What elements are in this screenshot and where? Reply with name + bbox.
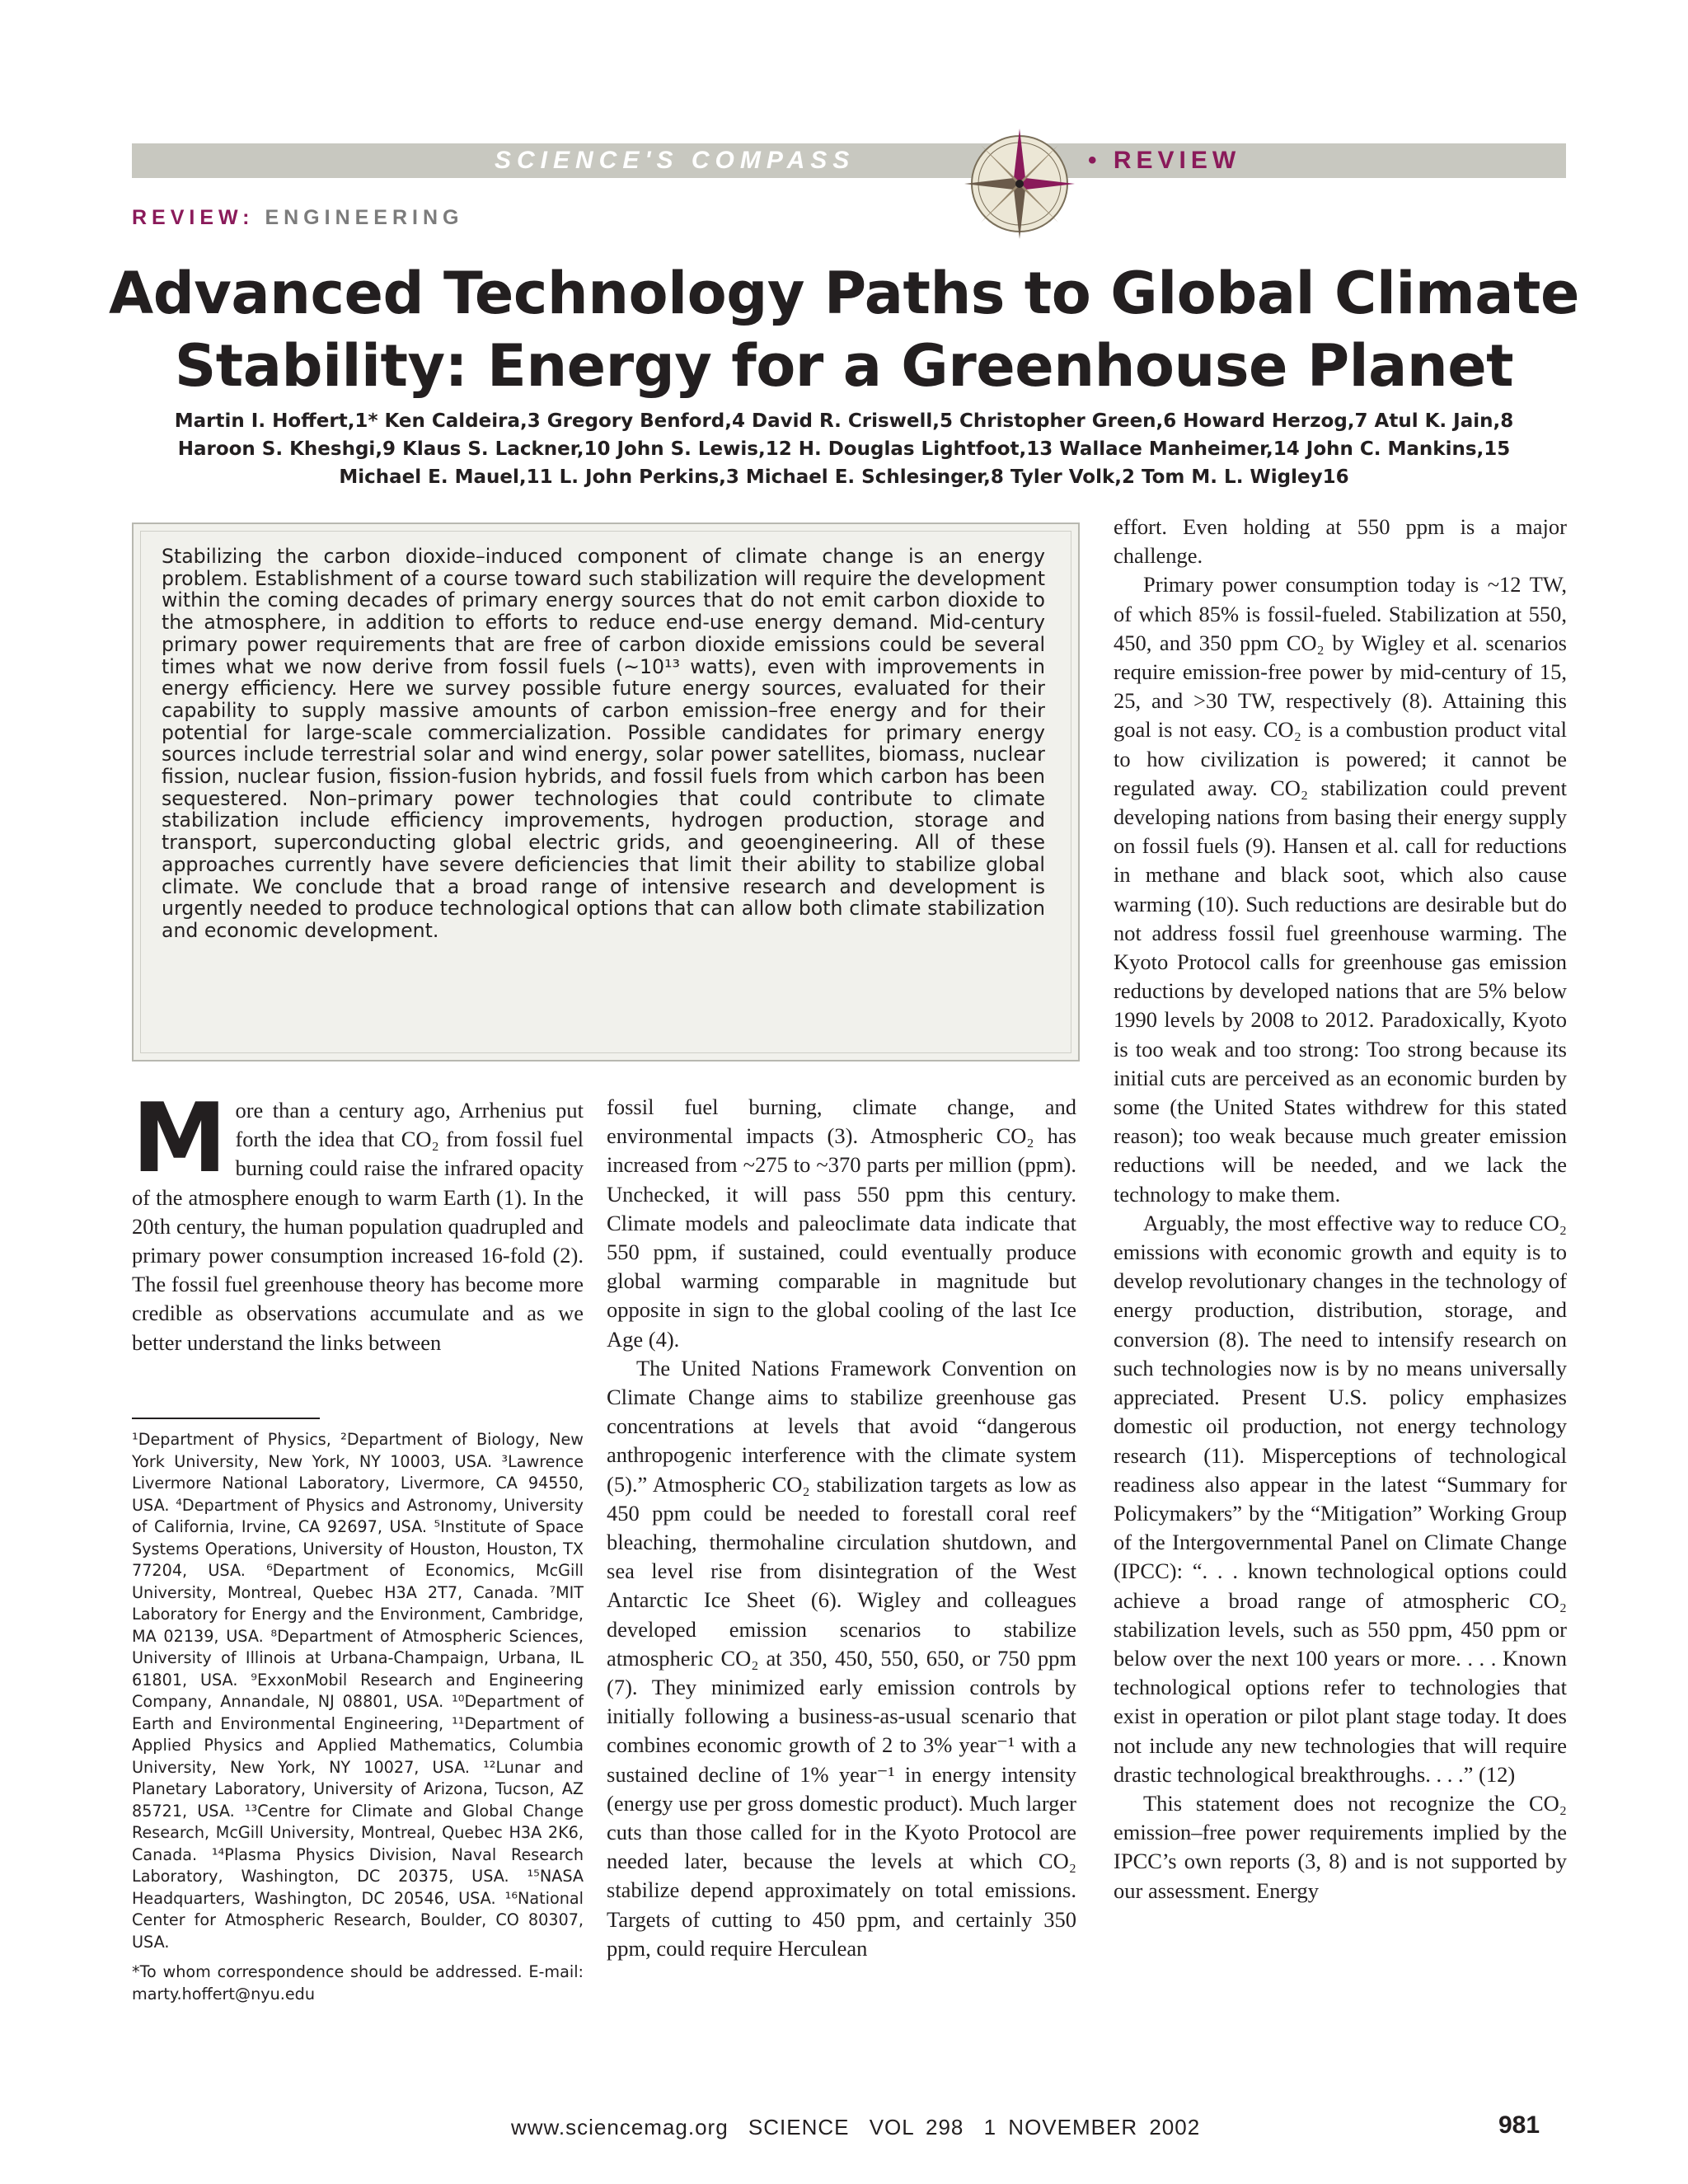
footnote-rule [132, 1418, 320, 1419]
abstract-text: Stabilizing the carbon dioxide–induced component of climate change is an energy problem. Establishment of a course toward such stabilization will require the development within the coming decades of primary energy sources that do not emit carbon dioxide to the atmosphere, in addition to efforts to reduce end-use energy demand. Mid-century primary power requirements that are free of carbon dioxide emissions could be several times what we now derive from fossil fuels (~10¹³ watts), even with improvements in energy efficiency. Here we survey possible future energy sources, evaluated for their capability to supply massive amounts of carbon emission–free energy and for their potential for large-scale commercialization. Possible candidates for primary energy sources include terrestrial solar and wind energy, solar power satellites, biomass, nuclear fission, nuclear fusion, fission-fusion hybrids, and fossil fuels from which carbon has been sequestered. Non–primary power technologies that could contribute to climate stabilization include efficiency improvements, hydrogen production, storage and transport, superconducting global electric grids, and geoengineering. All of these approaches currently have severe deficiencies that limit their ability to stabilize global climate. We conclude that a broad range of intensive research and development is urgently needed to produce technological options that can allow both climate stabilization and economic development. [162, 545, 1045, 942]
col3-paragraph-1: effort. Even holding at 550 ppm is a major challenge. [1114, 514, 1567, 569]
compass-rose-icon [958, 122, 1081, 246]
band-title: SCIENCE'S COMPASS [495, 147, 856, 174]
article-title [82, 257, 1606, 402]
footer-url[interactable]: www.sciencemag.org [511, 2115, 729, 2139]
abstract-box [132, 523, 1080, 1062]
col3-paragraph-3: Arguably, the most effective way to reduce CO₂ emissions with economic growth and equity is to develop revolutionary changes in the technology of energy production, distribution, storage, and conversion (8). The need to intensify research on such technologies now is by no means universally appreciated. Present U.S. policy emphasizes domestic oil production, not energy technology research (11). Misperceptions of technological readiness also appear in the latest “Summary for Policymakers” by the “Mitigation” Working Group of the Intergovernmental Panel on Climate Change (IPCC): “. . . known technological options could achieve a broad range of atmospheric CO₂ stabilization levels, such as 550 ppm, 450 ppm or below over the next 100 years or more. . . . Known technological options refer to technologies that exist in operation or pilot plant stage today. It does not include any new technologies that will require drastic technological breakthroughs. . . .” (12) [1114, 1210, 1567, 1787]
page-footer [511, 2115, 1208, 2140]
footer-volume: VOL 298 [869, 2115, 964, 2139]
section-kicker: REVIEW: [132, 206, 255, 229]
body-column-3 [1114, 513, 1567, 1905]
footer-journal: SCIENCE [748, 2115, 850, 2139]
body-column-1 [132, 1083, 584, 1357]
col1-paragraph-1: ore than a century ago, Arrhenius put forth the idea that CO₂ from fossil fuel burning could raise the infrared opacity of the atmosphere enough to warm Earth (1). In the 20th century, the human population quadrupled and primary power consumption increased 16-fold (2). The fossil fuel greenhouse theory has become more credible as observations accumulate and as we better understand the links between [132, 1098, 584, 1355]
authors-line-3: Michael E. Mauel,11 L. John Perkins,3 Michael E. Schlesinger,8 Tyler Volk,2 Tom M. L. Wigley16 [339, 466, 1349, 488]
affiliations: ¹Department of Physics, ²Department of Biology, New York University, New York, NY 10003, USA. ³Lawrence Livermore National Laboratory, Livermore, CA 94550, USA. ⁴Department of Physics and Astronomy, University of California, Irvine, CA 92697, USA. ⁵Institute of Space Systems Operations, University of Houston, Houston, TX 77204, USA. ⁶Department of Economics, McGill University, Montreal, Quebec H3A 2T7, Canada. ⁷MIT Laboratory for Energy and the Environment, Cambridge, MA 02139, USA. ⁸Department of Atmospheric Sciences, University of Illinois at Urbana-Champaign, Urbana, IL 61801, USA. ⁹ExxonMobil Research and Engineering Company, Annandale, NJ 08801, USA. ¹⁰Department of Earth and Environmental Engineering, ¹¹Department of Applied Physics and Applied Mathematics, Columbia University, New York, NY 10027, USA. ¹²Lunar and Planetary Laboratory, University of Arizona, Tucson, AZ 85721, USA. ¹³Centre for Climate and Global Change Research, McGill University, Montreal, Quebec H3A 2K6, Canada. ¹⁴Plasma Physics Division, Naval Research Laboratory, Washington, DC 20375, USA. ¹⁵NASA Headquarters, Washington, DC 20546, USA. ¹⁶National Center for Atmospheric Research, Boulder, CO 80307, USA. [132, 1430, 584, 1952]
col2-paragraph-2: The United Nations Framework Convention on Climate Change aims to stabilize greenhouse gas concentrations at levels that avoid “dangerous anthropogenic interference with the climate system (5).” Atmospheric CO₂ stabilization targets as low as 450 ppm could be needed to forestall coral reef bleaching, thermohaline circulation shutdown, and sea level rise from disintegration of the West Antarctic Ice Sheet (6). Wigley and colleagues developed emission scenarios to stabilize atmospheric CO₂ at 350, 450, 550, 650, or 750 ppm (7). They minimized early emission controls by initially following a business-as-usual scenario that combines economic growth of 2 to 3% year⁻¹ with a sustained decline of 1% year⁻¹ in energy intensity (energy use per gross domestic product). Much larger cuts than those called for in the Kyoto Protocol are needed later, because the levels at which CO₂ stabilize depend approximately on total emissions. Targets of cutting to 450 ppm, and certainly 350 ppm, could require Herculean [607, 1355, 1076, 1961]
authors-line-2: Haroon S. Kheshgi,9 Klaus S. Lackner,10 John S. Lewis,12 H. Douglas Lightfoot,13 Wallace Manheimer,14 John C. Mankins,15 [177, 438, 1511, 460]
authors-line-1: Martin I. Hoffert,1* Ken Caldeira,3 Gregory Benford,4 David R. Criswell,5 Christopher Green,6 Howard Herzog,7 Atul K. Jain,8 [174, 410, 1514, 432]
col2-paragraph-1: fossil fuel burning, climate change, and environmental impacts (3). Atmospheric CO₂ has increased from ~275 to ~370 parts per million (ppm). Unchecked, it will pass 550 ppm this century. Climate models and paleoclimate data indicate that 550 ppm, if sustained, could eventually produce global warming comparable in magnitude but opposite in sign to the global cooling of the last Ice Age (4). [607, 1094, 1076, 1352]
band-section: • REVIEW [1088, 147, 1241, 174]
footer-date: 1 NOVEMBER 2002 [983, 2115, 1201, 2139]
footnotes [132, 1429, 584, 2005]
body-column-2 [607, 1093, 1076, 1963]
col3-paragraph-2: Primary power consumption today is ~12 TW, of which 85% is fossil-fueled. Stabilization at 550, 450, and 350 ppm CO₂ by Wigley et al. scenarios require emission-free power by mid-century of 15, 25, and >30 TW, respectively (8). Attaining this goal is not easy. CO₂ is a combustion product vital to how civilization is powered; it cannot be regulated away. CO₂ stabilization could prevent developing nations from basing their energy supply on fossil fuels (9). Hansen et al. call for reductions in methane and black soot, which also cause warming (10). Such reductions are desirable but do not address fossil fuel greenhouse warming. The Kyoto Protocol calls for greenhouse gas emission reductions by developed nations that are 5% below 1990 levels by 2008 to 2012. Paradoxically, Kyoto is too weak and too strong: Too strong because its initial cuts are perceived as an economic burden by some (the United States withdrew for this stated reason); too weak because much greater emission reductions will be needed, and we lack the technology to make them. [1114, 572, 1567, 1207]
author-list [99, 407, 1589, 491]
title-line-2: Stability: Energy for a Greenhouse Planet [174, 332, 1514, 400]
col3-paragraph-4: This statement does not recognize the CO₂ emission–free power requirements implied by the IPCC’s own reports (3, 8) and is not supported by our assessment. Energy [1114, 1790, 1567, 1903]
page-number: 981 [1498, 2111, 1540, 2139]
drop-cap: M [132, 1083, 227, 1194]
title-line-1: Advanced Technology Paths to Global Climate [109, 260, 1579, 327]
section-label [132, 206, 463, 230]
correspondence-note: *To whom correspondence should be addressed. E-mail: marty.hoffert@nyu.edu [132, 1962, 584, 2004]
section-topic: ENGINEERING [265, 206, 464, 229]
